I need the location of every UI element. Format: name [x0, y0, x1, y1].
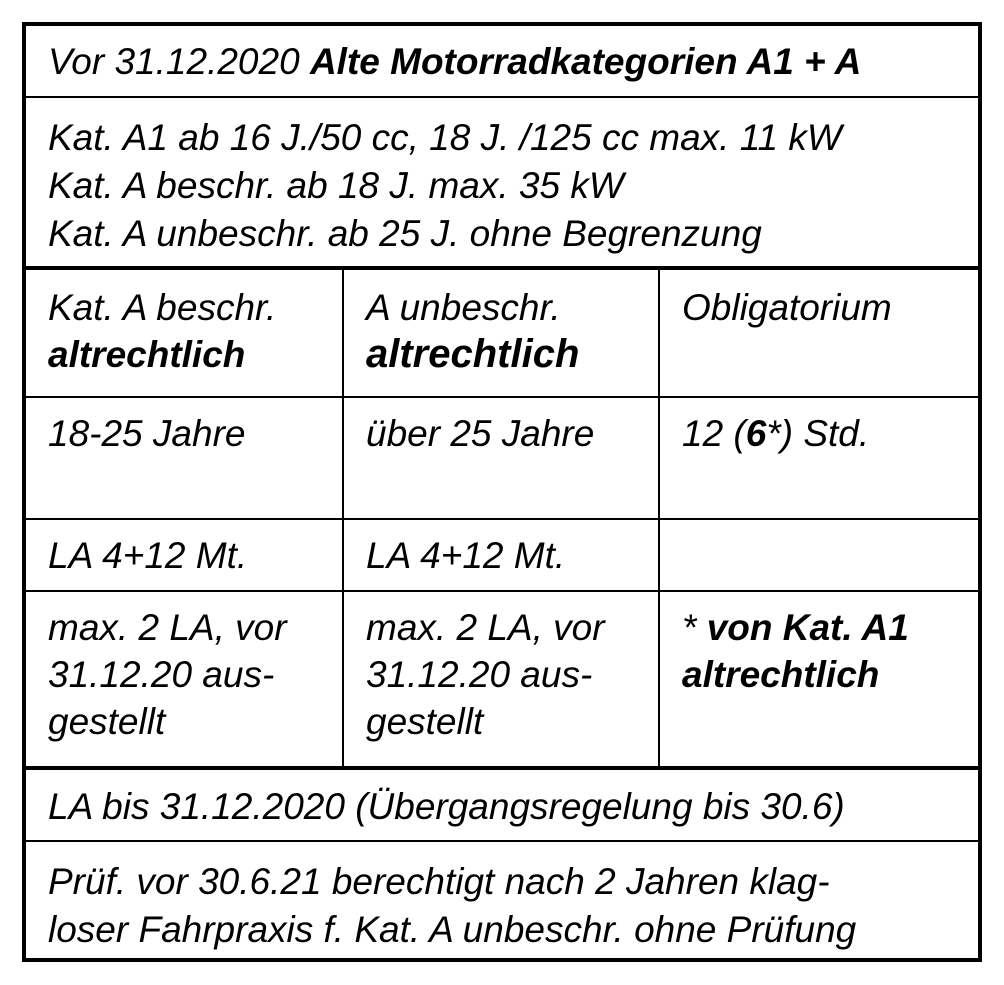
- footnote-line: altrechtlich: [682, 654, 880, 695]
- la-cell-a-beschr: [26, 532, 342, 579]
- age-cell-a-beschr: [26, 410, 342, 457]
- category-line: Kat. A unbeschr. ab 25 J. ohne Begrenzung: [48, 213, 762, 254]
- max-la-cell-a-unbeschr: [344, 604, 658, 745]
- hours-reduced: 6: [745, 413, 767, 454]
- max-la-line: max. 2 LA, vor: [48, 607, 287, 648]
- age-cell-a-unbeschr: [344, 410, 658, 457]
- footnote-line: von Kat. A1: [706, 607, 909, 648]
- header-line: A unbeschr.: [366, 287, 561, 328]
- age-text: 18-25 Jahre: [48, 413, 246, 454]
- la-text: LA 4+12 Mt.: [48, 535, 248, 576]
- category-grid: [26, 270, 978, 766]
- exam-note-line: loser Fahrpraxis f. Kat. A unbeschr. ohne Prüfung: [48, 909, 857, 950]
- max-la-line: 31.12.20 aus-: [366, 654, 593, 695]
- row-divider: [26, 518, 978, 520]
- header-line: altrechtlich: [48, 334, 246, 375]
- row-divider: [26, 590, 978, 592]
- la-text: LA 4+12 Mt.: [366, 535, 566, 576]
- old-categories-row: [26, 98, 978, 270]
- hours-post: *) Std.: [766, 413, 870, 454]
- row-divider: [26, 396, 978, 398]
- max-la-line: 31.12.20 aus-: [48, 654, 275, 695]
- header-cell-obligatorium: [660, 284, 960, 331]
- exam-note-line: Prüf. vor 30.6.21 berechtigt nach 2 Jahren klag-: [48, 861, 830, 902]
- max-la-line: max. 2 LA, vor: [366, 607, 605, 648]
- exam-note-row: [26, 842, 978, 958]
- header-cell-a-unbeschr: [344, 284, 658, 378]
- header-line: Kat. A beschr.: [48, 287, 277, 328]
- max-la-line: gestellt: [48, 701, 166, 742]
- header-cell-a-beschr: [26, 284, 342, 378]
- hours-cell: [660, 410, 960, 457]
- la-cell-a-unbeschr: [344, 532, 658, 579]
- age-text: über 25 Jahre: [366, 413, 595, 454]
- title-bold: Alte Motorradkategorien A1 + A: [309, 41, 862, 82]
- category-line: Kat. A beschr. ab 18 J. max. 35 kW: [48, 165, 624, 206]
- max-la-cell-a-beschr: [26, 604, 342, 745]
- header-line: Obligatorium: [682, 287, 892, 328]
- la-transition-row: [26, 766, 978, 842]
- category-line: Kat. A1 ab 16 J./50 cc, 18 J. /125 cc max. 11 kW: [48, 117, 842, 158]
- header-line: altrechtlich: [366, 332, 580, 376]
- title-text: [48, 39, 978, 85]
- la-transition-text: LA bis 31.12.2020 (Übergangsregelung bis 30.6): [48, 786, 845, 827]
- title-prefix: Vor 31.12.2020: [48, 41, 310, 82]
- hours-pre: 12 (: [682, 413, 746, 454]
- max-la-line: gestellt: [366, 701, 484, 742]
- footnote-cell: [660, 604, 960, 698]
- title-row: [26, 26, 978, 98]
- footnote-star: *: [682, 607, 707, 648]
- regulation-table: [22, 22, 982, 962]
